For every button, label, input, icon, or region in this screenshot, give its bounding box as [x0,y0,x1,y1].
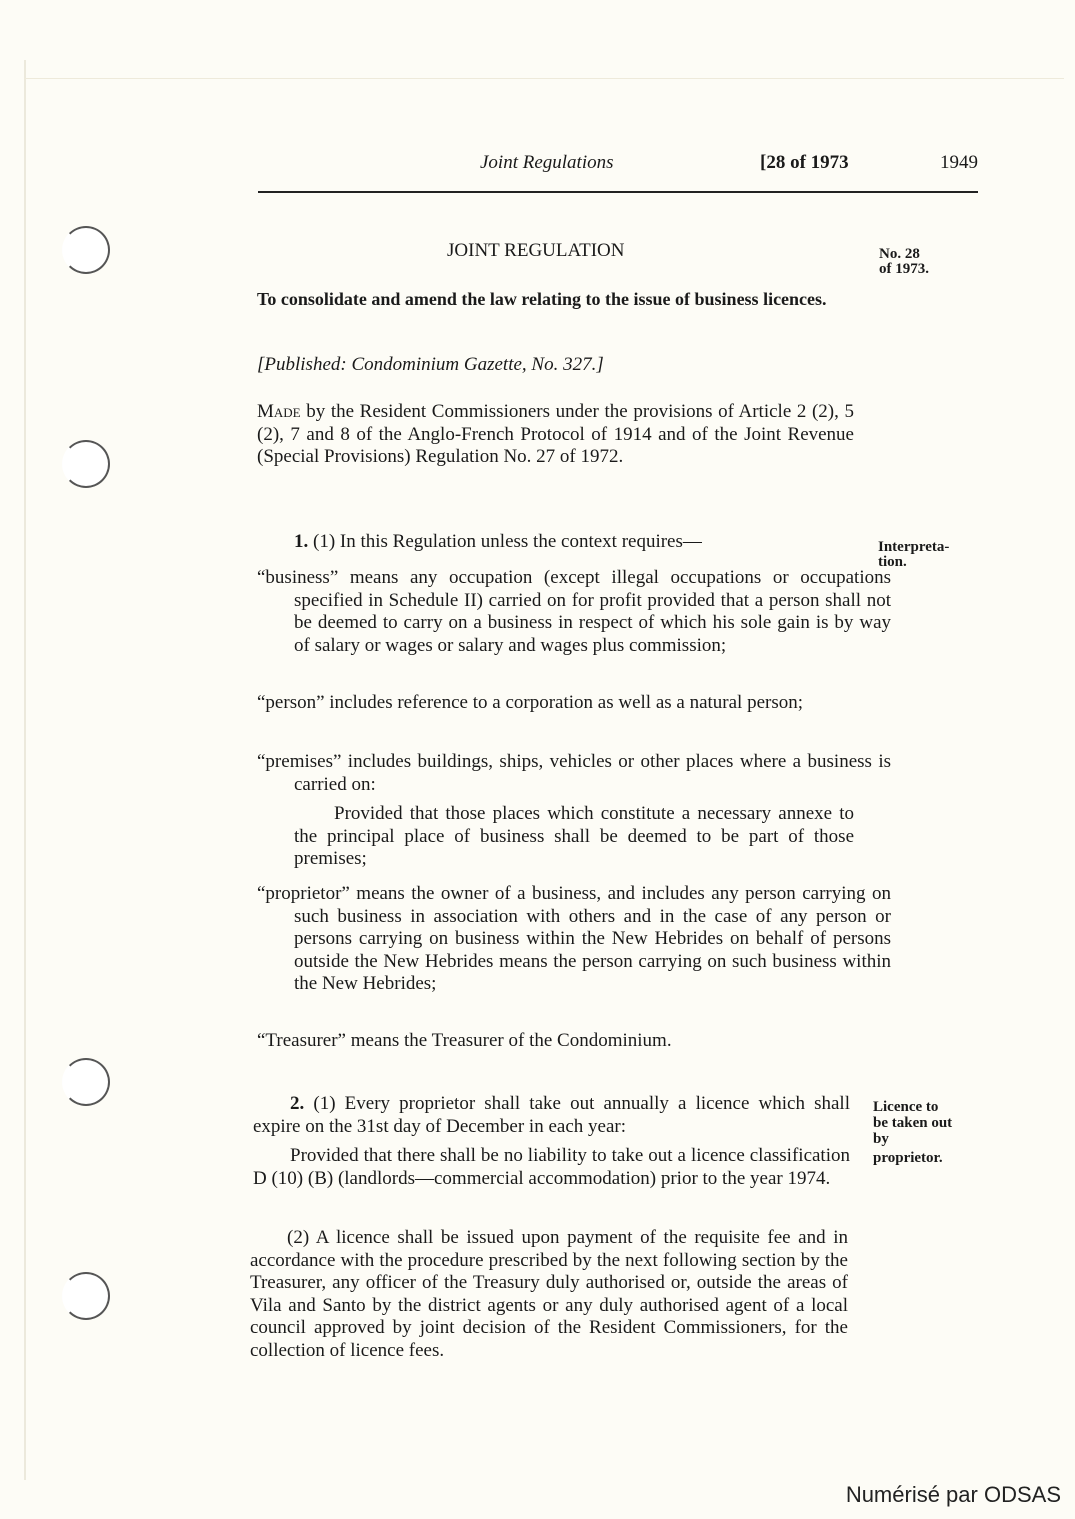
margin-note-licence-l2: be taken out [873,1115,953,1131]
long-title: To consolidate and amend the law relating to the issue of business licences. [257,289,827,309]
margin-number-line2: of 1973. [879,261,929,277]
header-rule [258,191,978,193]
enacting-text: by the Resident Commissioners under the provisions of Article 2 (2), 5 (2), 7 and 8 of the Anglo-French Protocol of 1914 and of the Joint Revenue (Special Provisions) Regulation No. 27 of 1972. [257,401,854,467]
document-title: JOINT REGULATION [447,240,625,261]
margin-note-licence-l4: proprietor. [873,1150,943,1166]
page-number: 1949 [940,152,978,173]
made-word: Made [257,401,301,422]
section-1-intro-text: (1) In this Regulation unless the context requires— [308,531,702,552]
section-2-subsection-1 [253,1093,850,1138]
section-2-subsection-2: (2) A licence shall be issued upon payment of the requisite fee and in accordance with the procedure prescribed by the next following section by the Treasurer, any officer of the Treasury duly authorised or, outside the areas of Vila and Santo by the district agents or any duly authorised agent of a local council approved by joint decision of the Resident Commissioners, for the collection of licence fees. [250,1227,848,1361]
section-2-proviso: Provided that there shall be no liability to take out a licence classification D (10) (B) (landlords—commercial accommodation) prior to the year 1974. [253,1145,850,1189]
publication-note: [Published: Condominium Gazette, No. 327.] [257,354,604,375]
definition-premises: “premises” includes buildings, ships, vehicles or other places where a business is carried on: [257,751,891,795]
section-2-p1-text: (1) Every proprietor shall take out annually a licence which shall expire on the 31st day of December in each year: [253,1093,850,1137]
regulation-reference: [28 of 1973 [760,152,849,173]
margin-number-line1: No. 28 [879,246,920,262]
enacting-clause [257,401,854,469]
margin-note-licence-l1: Licence to [873,1099,939,1115]
digitization-credit: Numérisé par ODSAS [845,1482,1061,1507]
running-title: Joint Regulations [480,152,614,173]
page-edge [24,60,26,1480]
section-2-number: 2. [290,1093,305,1114]
punch-hole [62,1272,110,1320]
section-1-intro [294,531,702,554]
definition-business: “business” means any occupation (except illegal occupations or occupations specified in Schedule II) carried on for profit provided that a person shall not be deemed to carry on a business in respect of which his sole gain is by way of salary or wages or salary and wages plus commission; [257,567,891,656]
punch-hole [62,1058,110,1106]
definition-proprietor: “proprietor” means the owner of a business, and includes any person carrying on such business in association with others and in the case of any person or persons carrying on business within the New Hebrides on behalf of persons outside the New Hebrides means the person carrying on such business within the New Hebrides; [257,883,891,994]
punch-hole [62,226,110,274]
definition-person: “person” includes reference to a corporation as well as a natural person; [257,692,804,713]
section-1-number: 1. [294,531,309,552]
margin-note-interpretation: Interpreta-tion. [878,539,950,570]
page-edge-top [24,78,1064,79]
definition-treasurer: “Treasurer” means the Treasurer of the Condominium. [257,1030,672,1051]
punch-hole [62,440,110,488]
premises-proviso: Provided that those places which constitute a necessary annexe to the principal place of business shall be deemed to be part of those premises; [294,803,854,869]
margin-note-licence-l3: by [873,1131,889,1147]
